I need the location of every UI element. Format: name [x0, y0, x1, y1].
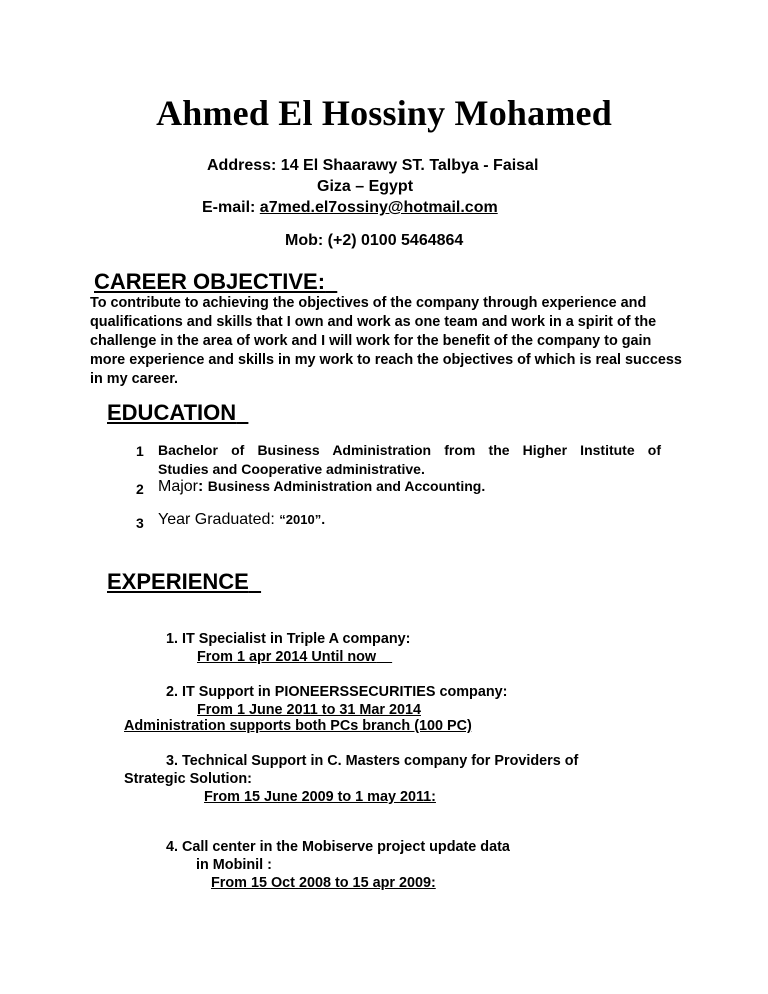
- experience-heading: EXPERIENCE: [107, 569, 249, 594]
- experience-item-title: 1. IT Specialist in Triple A company:: [166, 631, 411, 647]
- education-item-line: Studies and Cooperative administrative.: [158, 461, 425, 477]
- email-line: [202, 199, 498, 217]
- education-item-line: Bachelor of Business Administration from the Higher Institute of: [158, 442, 661, 458]
- experience-item-title: Strategic Solution:: [124, 771, 252, 787]
- experience-item-note: Administration supports both PCs branch (100 PC): [124, 718, 472, 734]
- candidate-name: Ahmed El Hossiny Mohamed: [156, 93, 612, 133]
- year-value: “2010”: [279, 512, 322, 527]
- email-link[interactable]: a7med.el7ossiny@hotmail.com: [259, 199, 498, 216]
- address-line-1: Address: 14 El Shaarawy ST. Talbya - Faisal: [207, 157, 539, 174]
- mobile-line: Mob: (+2) 0100 5464864: [285, 232, 464, 249]
- address-line-2: Giza – Egypt: [317, 178, 414, 195]
- email-label: E-mail:: [202, 199, 260, 216]
- experience-item-title: 3. Technical Support in C. Masters company for Providers of: [166, 753, 579, 769]
- education-item-year: Year Graduated: “2010”.: [158, 511, 326, 528]
- year-label: Year Graduated:: [158, 511, 280, 528]
- experience-item-title: 4. Call center in the Mobiserve project update data: [166, 839, 510, 855]
- experience-item-dates: From 1 apr 2014 Until now: [197, 649, 377, 665]
- experience-item-title: 2. IT Support in PIONEERSSECURITIES company:: [166, 684, 508, 700]
- education-item-number: 3: [136, 515, 144, 531]
- experience-item-dates: From 15 June 2009 to 1 may 2011:: [204, 789, 436, 805]
- major-label: Major: [158, 478, 199, 495]
- career-objective-text: To contribute to achieving the objectives of the company through experience and qualifications and skills that I own and work as one team and work in a spirit of the challenge in the area of work and I will work for the benefit of the company to gain more experience and skills in my work to reach the objectives of which is real success in my career.: [90, 295, 682, 387]
- experience-item-dates: From 1 June 2011 to 31 Mar 2014: [197, 702, 421, 718]
- education-item-number: 2: [136, 481, 144, 497]
- education-item-major: Major: Business Administration and Accounting.: [158, 478, 486, 495]
- major-value: Business Administration and Accounting.: [207, 478, 486, 494]
- experience-item-title: in Mobinil :: [196, 857, 272, 873]
- education-heading: EDUCATION: [107, 400, 237, 425]
- career-objective-heading: CAREER OBJECTIVE:: [94, 269, 326, 294]
- experience-item-dates: From 15 Oct 2008 to 15 apr 2009:: [211, 875, 436, 891]
- education-item-number: 1: [136, 443, 144, 459]
